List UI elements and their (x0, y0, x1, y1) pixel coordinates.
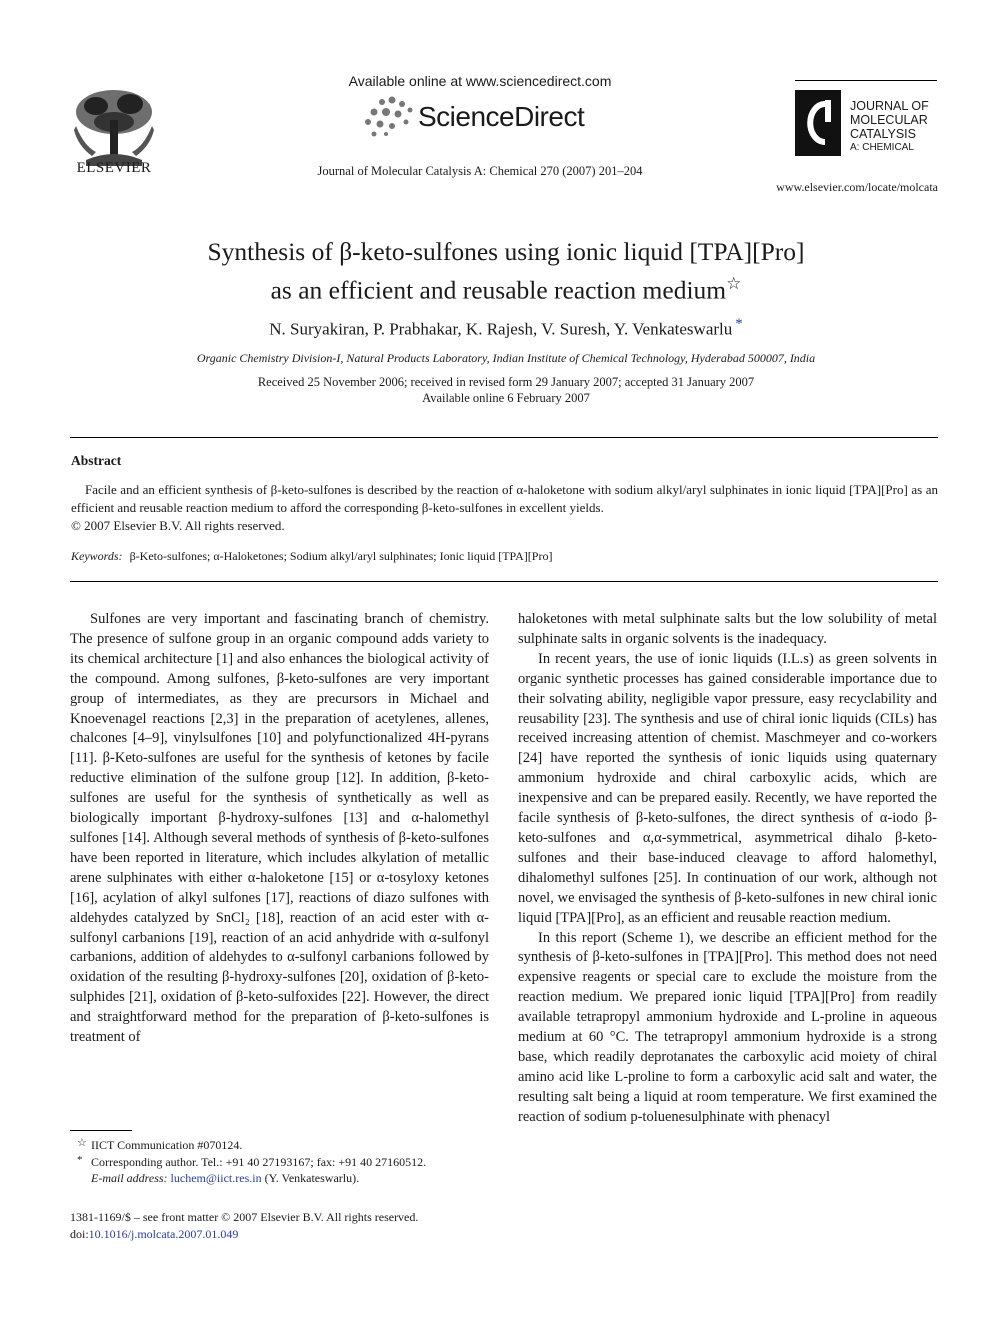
title-line: Synthesis of β-keto-sulfones using ionic liquid [TPA][Pro] (207, 237, 805, 266)
available-date: Available online 6 February 2007 (422, 391, 590, 405)
journal-cover-icon (795, 90, 841, 156)
abstract-heading: Abstract (71, 453, 122, 468)
email-link[interactable]: luchem@iict.res.in (170, 1171, 262, 1185)
front-matter-footer (70, 1209, 490, 1242)
issn-line: 1381-1169/$ – see front matter © 2007 Elsevier B.V. All rights reserved. (70, 1210, 419, 1224)
keywords-list: β-Keto-sulfones; α-Haloketones; Sodium alkyl/aryl sulphinates; Ionic liquid [TPA][Pro] (129, 549, 553, 563)
keywords-label: Keywords: (71, 549, 123, 563)
journal-name-line: A: CHEMICAL (850, 142, 914, 153)
footnote (70, 1137, 490, 1154)
journal-name-line: CATALYSIS (850, 127, 916, 141)
footnote-mark: ☆ (77, 1137, 87, 1149)
authors-text: N. Suryakiran, P. Prabhakar, K. Rajesh, V. Suresh, Y. Venkateswarlu (269, 319, 733, 339)
doi-link[interactable]: 10.1016/j.molcata.2007.01.049 (88, 1226, 239, 1241)
body-paragraph: haloketones with metal sulphinate salts but the low solubility of metal sulphinate salts in organic solvents is the inadequacy. (518, 611, 937, 647)
keywords (71, 549, 938, 564)
journal-logo-rule (795, 80, 937, 81)
body-paragraph: In recent years, the use of ionic liquids (I.L.s) as green solvents in organic synthetic processes has gained considerable importance due to their solvating ability, negligible vapor pressure, easy recyclability and reusability [23]. The synthesis and use of chiral ionic liquids (CILs) has received increasing attention of chemist. Maschmeyer and co-workers [24] have reported the synthesis of ionic liquids using quaternary ammonium hydroxide and chiral carboxylic acids, which are inexpensive and can be prepared easily. Recently, we have reported the facile synthesis of β-keto-sulfones, the direct synthesis of α-iodo β-keto-sulfones and α,α-symmetrical, asymmetrical dihalo β-keto-sulfones and their base-induced cleavage to afford halomethyl, dihalomethyl sulfones [25]. In continuation of our work, although not novel, we envisaged the synthesis of β-keto-sulfones in new chiral ionic liquid [TPA][Pro], as an efficient and reusable reaction medium. (518, 650, 937, 926)
sciencedirect-wordmark: ScienceDirect (418, 101, 585, 132)
body-column-right (518, 610, 937, 1128)
journal-name-line: MOLECULAR (850, 113, 928, 127)
title-line (60, 268, 952, 307)
journal-name (850, 99, 929, 155)
article-history (60, 374, 952, 406)
email-owner: (Y. Venkateswarlu). (264, 1171, 360, 1185)
available-online-text[interactable]: Available online at www.sciencedirect.com (348, 73, 612, 89)
footnotes (70, 1137, 490, 1187)
publisher-name: ELSEVIER (76, 160, 152, 176)
journal-citation: Journal of Molecular Catalysis A: Chemical 270 (2007) 201–204 (317, 164, 643, 178)
abstract-body (71, 481, 938, 535)
author-list (60, 316, 952, 340)
footnote-email (70, 1170, 490, 1187)
footnote-mark: * (77, 1153, 83, 1166)
divider (70, 581, 938, 582)
abstract-text: Facile and an efficient synthesis of β-keto-sulfones is described by the reaction of α-haloketone with sodium alkyl/aryl sulphinates in ionic liquid [TPA][Pro] as an efficient and reusable reaction medium to afford the corresponding β-keto-sulfones in excellent yields. (71, 482, 938, 515)
title-footnote-mark[interactable]: ☆ (726, 274, 742, 293)
journal-name-line: JOURNAL OF (850, 99, 929, 113)
affiliation: Organic Chemistry Division-I, Natural Products Laboratory, Indian Institute of Chemical Technology, Hyderabad 500007, India (196, 351, 816, 365)
journal-url[interactable]: www.elsevier.com/locate/molcata (776, 180, 938, 194)
divider (70, 437, 938, 438)
footnote-rule (70, 1130, 132, 1131)
body-paragraph: Sulfones are very important and fascinating branch of chemistry. The presence of sulfone group in an organic compound adds variety to its chemical architecture [1] and also enhances the biological activity of the compound. Among sulfones, β-keto-sulfones are very important group of intermediates, as they are precursors in Michael and Knoevenagel reactions [2,3] in the preparation of acetylenes, allenes, chalcones [4–9], vinylsulfones [10] and polyfunctionalized 4H-pyrans [11]. β-Keto-sulfones are useful for the synthesis of ketones by facile reductive elimination of the sulfone group [12]. In addition, β-keto-sulfones are useful for the synthesis of synthetically as well as biologically important β-hydroxy-sulfones [13] and α-halomethyl sulfones [14]. Although several methods of synthesis of β-keto-sulfones have been reported in literature, which includes alkylation of metallic arene sulphinates with either α-haloketone [15] or α-tosyloxy ketones [16], acylation of alkyl sulfones [17], reactions of diazo sulfones with aldehydes catalyzed by SnCl₂ [18], reaction of an acid ester with α-sulfonyl carbanions [19], reaction of an acid anhydride with α-sulfonyl carbanions, addition of aldehydes to α-sulfonyl carbanions followed by oxidation of the resulting β-hydroxy-sulfones [20], oxidation of β-keto-sulphides [21], oxidation of β-keto-sulfoxides [22]. However, the direct and straightforward method for the preparation of β-keto-sulfones is treatment of (70, 611, 489, 1046)
article-title (60, 236, 952, 307)
corresponding-author-mark[interactable]: * (735, 316, 743, 332)
footnote-text: IICT Communication #070124. (91, 1138, 243, 1152)
doi-label: doi: (70, 1226, 89, 1241)
footnote-text: Corresponding author. Tel.: +91 40 27193167; fax: +91 40 27160512. (91, 1154, 427, 1169)
title-line-text: as an efficient and reusable reaction medium (270, 275, 727, 305)
body-paragraph: In this report (Scheme 1), we describe an efficient method for the synthesis of β-keto-sulfones in [TPA][Pro]. This method does not need expensive reagents or special care to exclude the moisture from the reaction medium. We prepared ionic liquid [TPA][Pro] from readily available tetrapropyl ammonium hydroxide and L-proline in aqueous medium at 60 °C. The tetrapropyl ammonium hydroxide is a strong base, which readily deprotanates the carboxylic acid moiety of chiral amino acid like L-proline to form a carboxylic acid salt and water, the resulting salt being a liquid at room temperature. We first examined the reaction of sodium p-toluenesulphinate with phenacyl (518, 929, 937, 1125)
body-column-left (70, 610, 489, 1048)
email-label: E-mail address: (91, 1171, 168, 1185)
doi-line (70, 1226, 490, 1243)
received-dates: Received 25 November 2006; received in revised form 29 January 2007; accepted 31 January 2007 (257, 375, 755, 389)
footnote (70, 1154, 490, 1171)
abstract-copyright: © 2007 Elsevier B.V. All rights reserved. (71, 518, 285, 533)
